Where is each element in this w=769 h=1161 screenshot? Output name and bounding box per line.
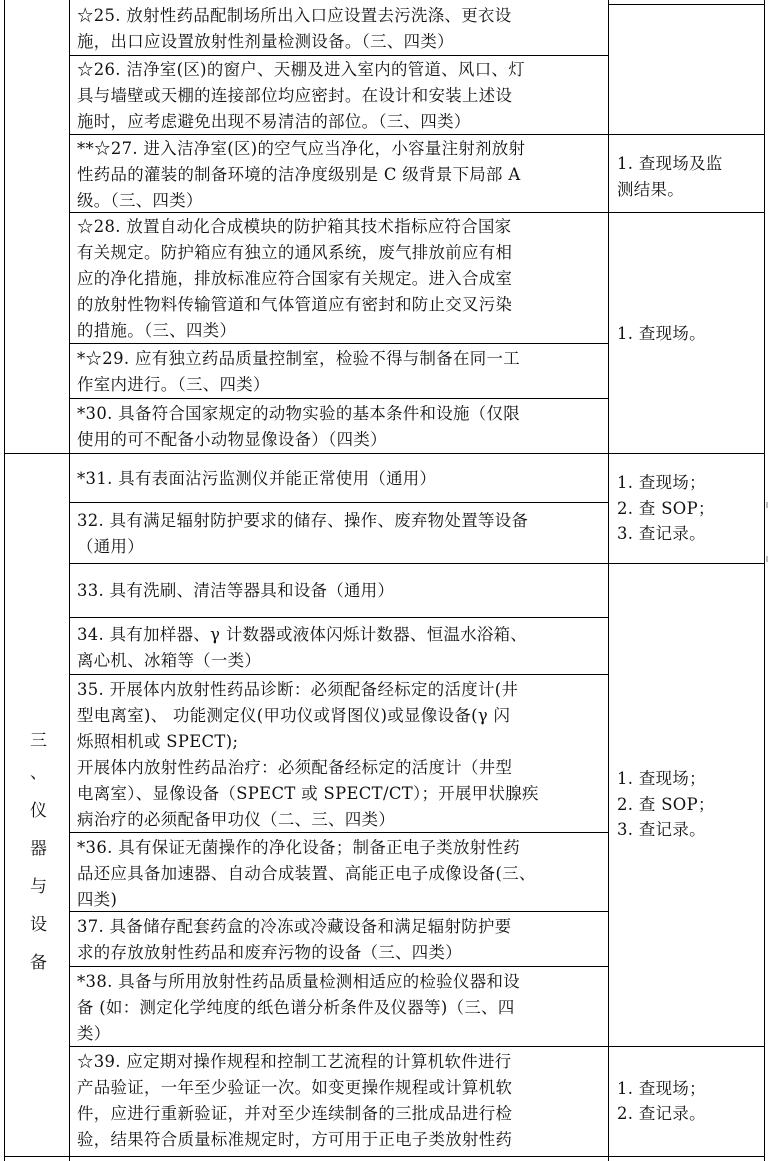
row-divider xyxy=(69,966,609,967)
check-method-line: 1. 查现场； xyxy=(617,1079,706,1098)
item-25-line: ☆25. 放射性药品配制场所出入口应设置去污洗涤、更衣设 xyxy=(77,6,512,25)
category-char: 备 xyxy=(30,953,47,973)
item-34-line: 34. 具有加样器、γ 计数器或液体闪烁计数器、恒温水浴箱、 xyxy=(77,625,528,644)
item-35-line: 电离室）、显像设备（SPECT 或 SPECT/CT）；开展甲状腺疾 xyxy=(77,784,539,803)
item-29-line: 作室内进行。（三、四类） xyxy=(77,375,270,394)
margin-mark xyxy=(766,502,768,508)
row-divider xyxy=(69,398,609,399)
item-30-line: *30. 具备符合国家规定的动物实验的基本条件和设施（仅限 xyxy=(77,404,520,423)
row-divider xyxy=(69,911,609,912)
item-28-line: 的放射性物料传输管道和气体管道应有密封和防止交叉污染 xyxy=(77,295,513,314)
category-char: 、 xyxy=(30,763,47,783)
item-36-line: *36. 具有保证无菌操作的净化设备；制备正电子类放射性药 xyxy=(77,838,520,857)
item-28-line: 的措施。（三、四类） xyxy=(77,321,237,340)
check-method-line: 1. 查现场； xyxy=(617,473,706,492)
check-divider xyxy=(608,212,765,213)
item-32-line: （通用） xyxy=(77,537,144,556)
item-34-line: 离心机、冰箱等（一类） xyxy=(77,651,262,670)
row-divider xyxy=(69,563,765,564)
item-33-line: 33. 具有洗刷、清洁等器具和设备（通用） xyxy=(77,581,395,600)
item-28-line: 有关规定。防护箱应有独立的通风系统，废气排放前应有相 xyxy=(77,243,513,262)
category-char: 仪 xyxy=(30,801,47,821)
table-border-category xyxy=(69,0,70,1161)
item-30-line: 使用的可不配备小动物显像设备）（四类） xyxy=(77,430,387,449)
check-method-line: 2. 查 SOP； xyxy=(617,499,715,518)
item-29-line: *☆29. 应有独立药品质量控制室，检验不得与制备在同一工 xyxy=(77,349,520,368)
item-32-line: 32. 具有满足辐射防护要求的储存、操作、废弃物处置等设备 xyxy=(77,511,529,530)
item-38-line: 类） xyxy=(77,1024,111,1043)
item-39-line: 产品验证，一年至少验证一次。如变更操作规程或计算机软 xyxy=(77,1078,513,1097)
category-char: 与 xyxy=(30,877,47,897)
item-26-line: 具与墙壁或天棚的连接部位均应密封。在设计和安装上述设 xyxy=(77,86,513,105)
check-method-line: 2. 查 SOP； xyxy=(617,795,715,814)
item-39-line: 件，应进行重新验证，并对至少连续制备的三批成品进行检 xyxy=(77,1104,513,1123)
check-method-line: 1. 查现场； xyxy=(617,769,706,788)
table-border-content xyxy=(608,0,609,1161)
row-divider xyxy=(69,617,609,618)
row-divider xyxy=(69,832,609,833)
category-char: 三 xyxy=(30,731,47,751)
row-divider xyxy=(69,502,609,503)
table-border-right xyxy=(764,0,765,1161)
category-char: 设 xyxy=(30,915,47,935)
item-39-line: ☆39. 应定期对操作规程和控制工艺流程的计算机软件进行 xyxy=(77,1052,512,1071)
row-divider xyxy=(69,1046,765,1047)
item-36-line: 品还应具备加速器、自动合成装置、高能正电子成像设备(三、 xyxy=(77,864,536,883)
item-26-line: 施时，应考虑避免出现不易清洁的部位。（三、四类） xyxy=(77,112,471,131)
item-25-line: 施，出口应设置放射性剂量检测设备。（三、四类） xyxy=(77,32,454,51)
category-char: 器 xyxy=(30,839,47,859)
item-27-line: 级。（三、四类） xyxy=(77,191,203,210)
check-method-line: 3. 查记录。 xyxy=(617,820,706,839)
check-divider xyxy=(608,4,765,5)
check-method-line: 2. 查记录。 xyxy=(617,1104,706,1123)
section-divider xyxy=(4,453,765,454)
item-28-line: ☆28. 放置自动化合成模块的防护箱其技术指标应符合国家 xyxy=(77,217,512,236)
check-method-line: 1. 查现场。 xyxy=(617,324,706,343)
table-border-bottom xyxy=(4,1156,765,1157)
item-38-line: *38. 具备与所用放射性药品质量检测相适应的检验仪器和设 xyxy=(77,972,520,991)
item-27-line: 性药品的灌装的制备环境的洁净度级别是 C 级背景下局部 A xyxy=(77,165,521,184)
item-35-line: 35. 开展体内放射性药品诊断：必须配备经标定的活度计(井 xyxy=(77,680,519,699)
check-method-line: 1. 查现场及监 xyxy=(617,154,723,173)
check-method-line: 测结果。 xyxy=(617,180,684,199)
row-divider xyxy=(69,343,609,344)
item-37-line: 求的存放放射性药品和废弃污物的设备（三、四类） xyxy=(77,943,463,962)
item-39-line: 验，结果符合质量标准规定时，方可用于正电子类放射性药 xyxy=(77,1130,513,1149)
row-divider xyxy=(69,55,609,56)
item-35-line: 型电离室)、 功能测定仪(甲功仪或肾图仪)或显像设备(γ 闪 xyxy=(77,706,511,725)
check-divider xyxy=(608,134,765,135)
item-26-line: ☆26. 洁净室(区)的窗户、天棚及进入室内的管道、风口、灯 xyxy=(77,60,525,79)
item-28-line: 应的净化措施，排放标准应符合国家有关规定。进入合成室 xyxy=(77,269,513,288)
item-35-line: 病治疗的必须配备甲功仪（二、三、四类） xyxy=(77,810,396,829)
item-35-line: 开展体内放射性药品治疗：必须配备经标定的活度计（井型 xyxy=(77,758,513,777)
row-divider xyxy=(69,674,609,675)
item-38-line: 备 (如：测定化学纯度的纸色谱分析条件及仪器等)（三、四 xyxy=(77,998,515,1017)
item-36-line: 四类) xyxy=(77,890,118,909)
row-divider xyxy=(69,134,609,135)
margin-mark xyxy=(766,556,768,562)
item-35-line: 烁照相机或 SPECT); xyxy=(77,732,239,751)
check-method-line: 3. 查记录。 xyxy=(617,524,706,543)
item-31-line: *31. 具有表面沾污监测仪并能正常使用（通用） xyxy=(77,469,437,488)
table-border-left xyxy=(4,0,5,1161)
item-37-line: 37. 具备储存配套药盒的冷冻或冷藏设备和满足辐射防护要 xyxy=(77,917,512,936)
item-27-line: **☆27. 进入洁净室(区)的空气应当净化，小容量注射剂放射 xyxy=(77,139,526,158)
